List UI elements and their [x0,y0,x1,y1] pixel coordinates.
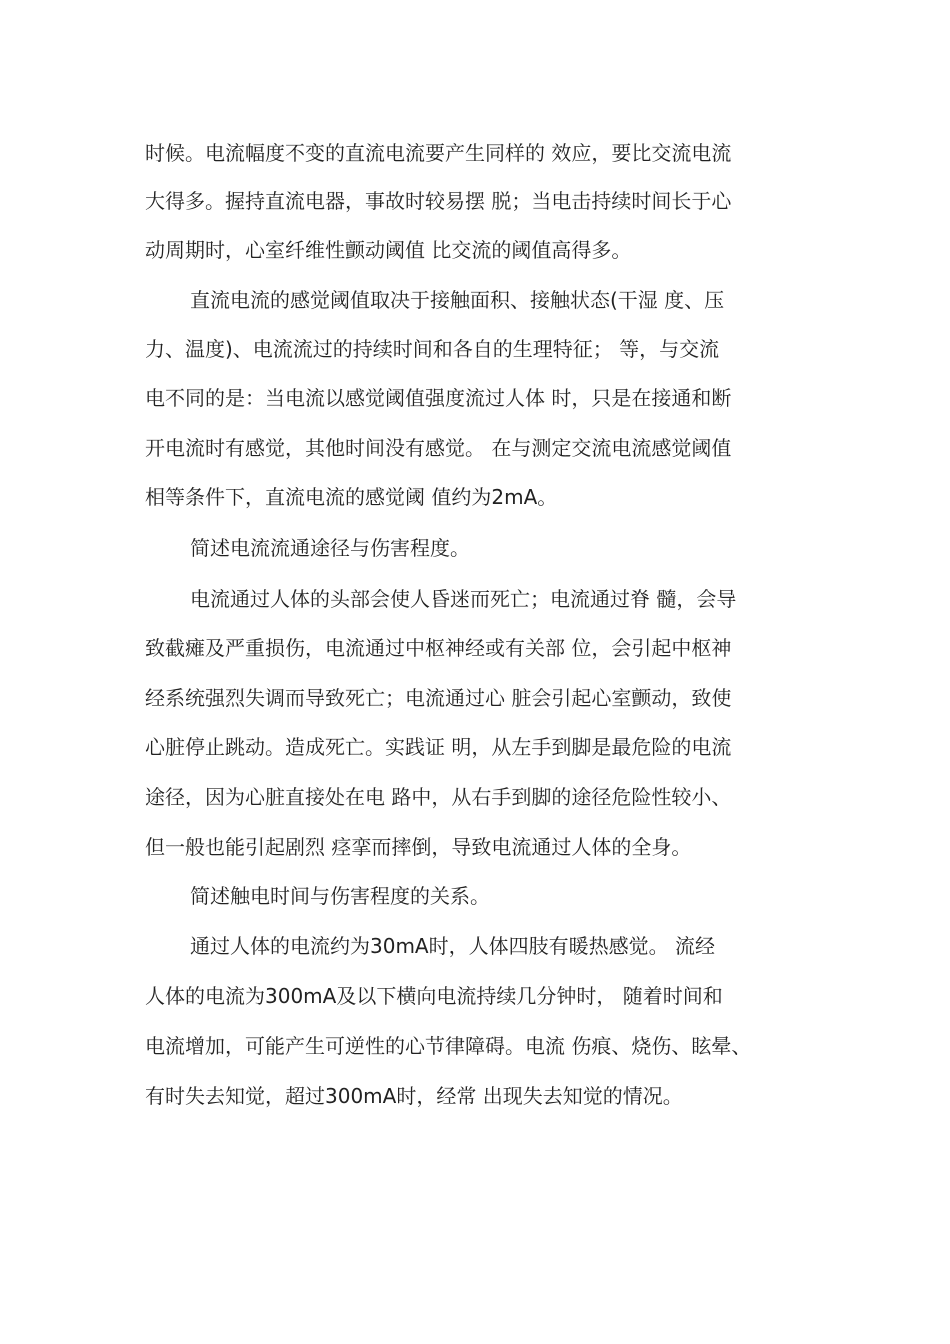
text-line: 心脏停止跳动。造成死亡。实践证 明，从左手到脚是最危险的电流 [145,735,732,759]
paragraph-start-line: 通过人体的电流约为30mA时，人体四肢有暖热感觉。 流经 [190,934,715,958]
text-line: 相等条件下，直流电流的感觉阈 值约为2mA。 [145,485,558,509]
section-heading: 简述触电时间与伤害程度的关系。 [190,884,490,908]
text-line: 大得多。握持直流电器，事故时较易摆 脱；当电击持续时间长于心 [145,189,732,213]
section-heading: 简述电流流通途径与伤害程度。 [190,536,470,560]
text-line: 电不同的是：当电流以感觉阈值强度流过人体 时，只是在接通和断 [145,386,732,410]
text-line: 途径，因为心脏直接处在电 路中，从右手到脚的途径危险性较小、 [145,785,732,809]
text-line: 动周期时，心室纤维性颤动阈值 比交流的阈值高得多。 [145,238,632,262]
text-line: 时候。电流幅度不变的直流电流要产生同样的 效应，要比交流电流 [145,141,732,165]
text-line: 经系统强烈失调而导致死亡；电流通过心 脏会引起心室颤动，致使 [145,686,732,710]
text-line: 电流增加，可能产生可逆性的心节律障碍。电流 伤痕、烧伤、眩晕、 [145,1034,752,1058]
text-line: 人体的电流为300mA及以下横向电流持续几分钟时， 随着时间和 [145,984,723,1008]
paragraph-start-line: 电流通过人体的头部会使人昏迷而死亡；电流通过脊 髓，会导 [190,587,737,611]
paragraph-start-line: 直流电流的感觉阈值取决于接触面积、接触状态(干湿 度、压 [190,288,725,312]
text-line: 有时失去知觉，超过300mA时，经常 出现失去知觉的情况。 [145,1084,683,1108]
text-line: 但一般也能引起剧烈 痉挛而摔倒，导致电流通过人体的全身。 [145,835,692,859]
text-line: 开电流时有感觉，其他时间没有感觉。 在与测定交流电流感觉阈值 [145,436,732,460]
text-line: 致截瘫及严重损伤，电流通过中枢神经或有关部 位，会引起中枢神 [145,636,732,660]
text-line: 力、温度)、电流流过的持续时间和各自的生理特征； 等，与交流 [145,337,720,361]
